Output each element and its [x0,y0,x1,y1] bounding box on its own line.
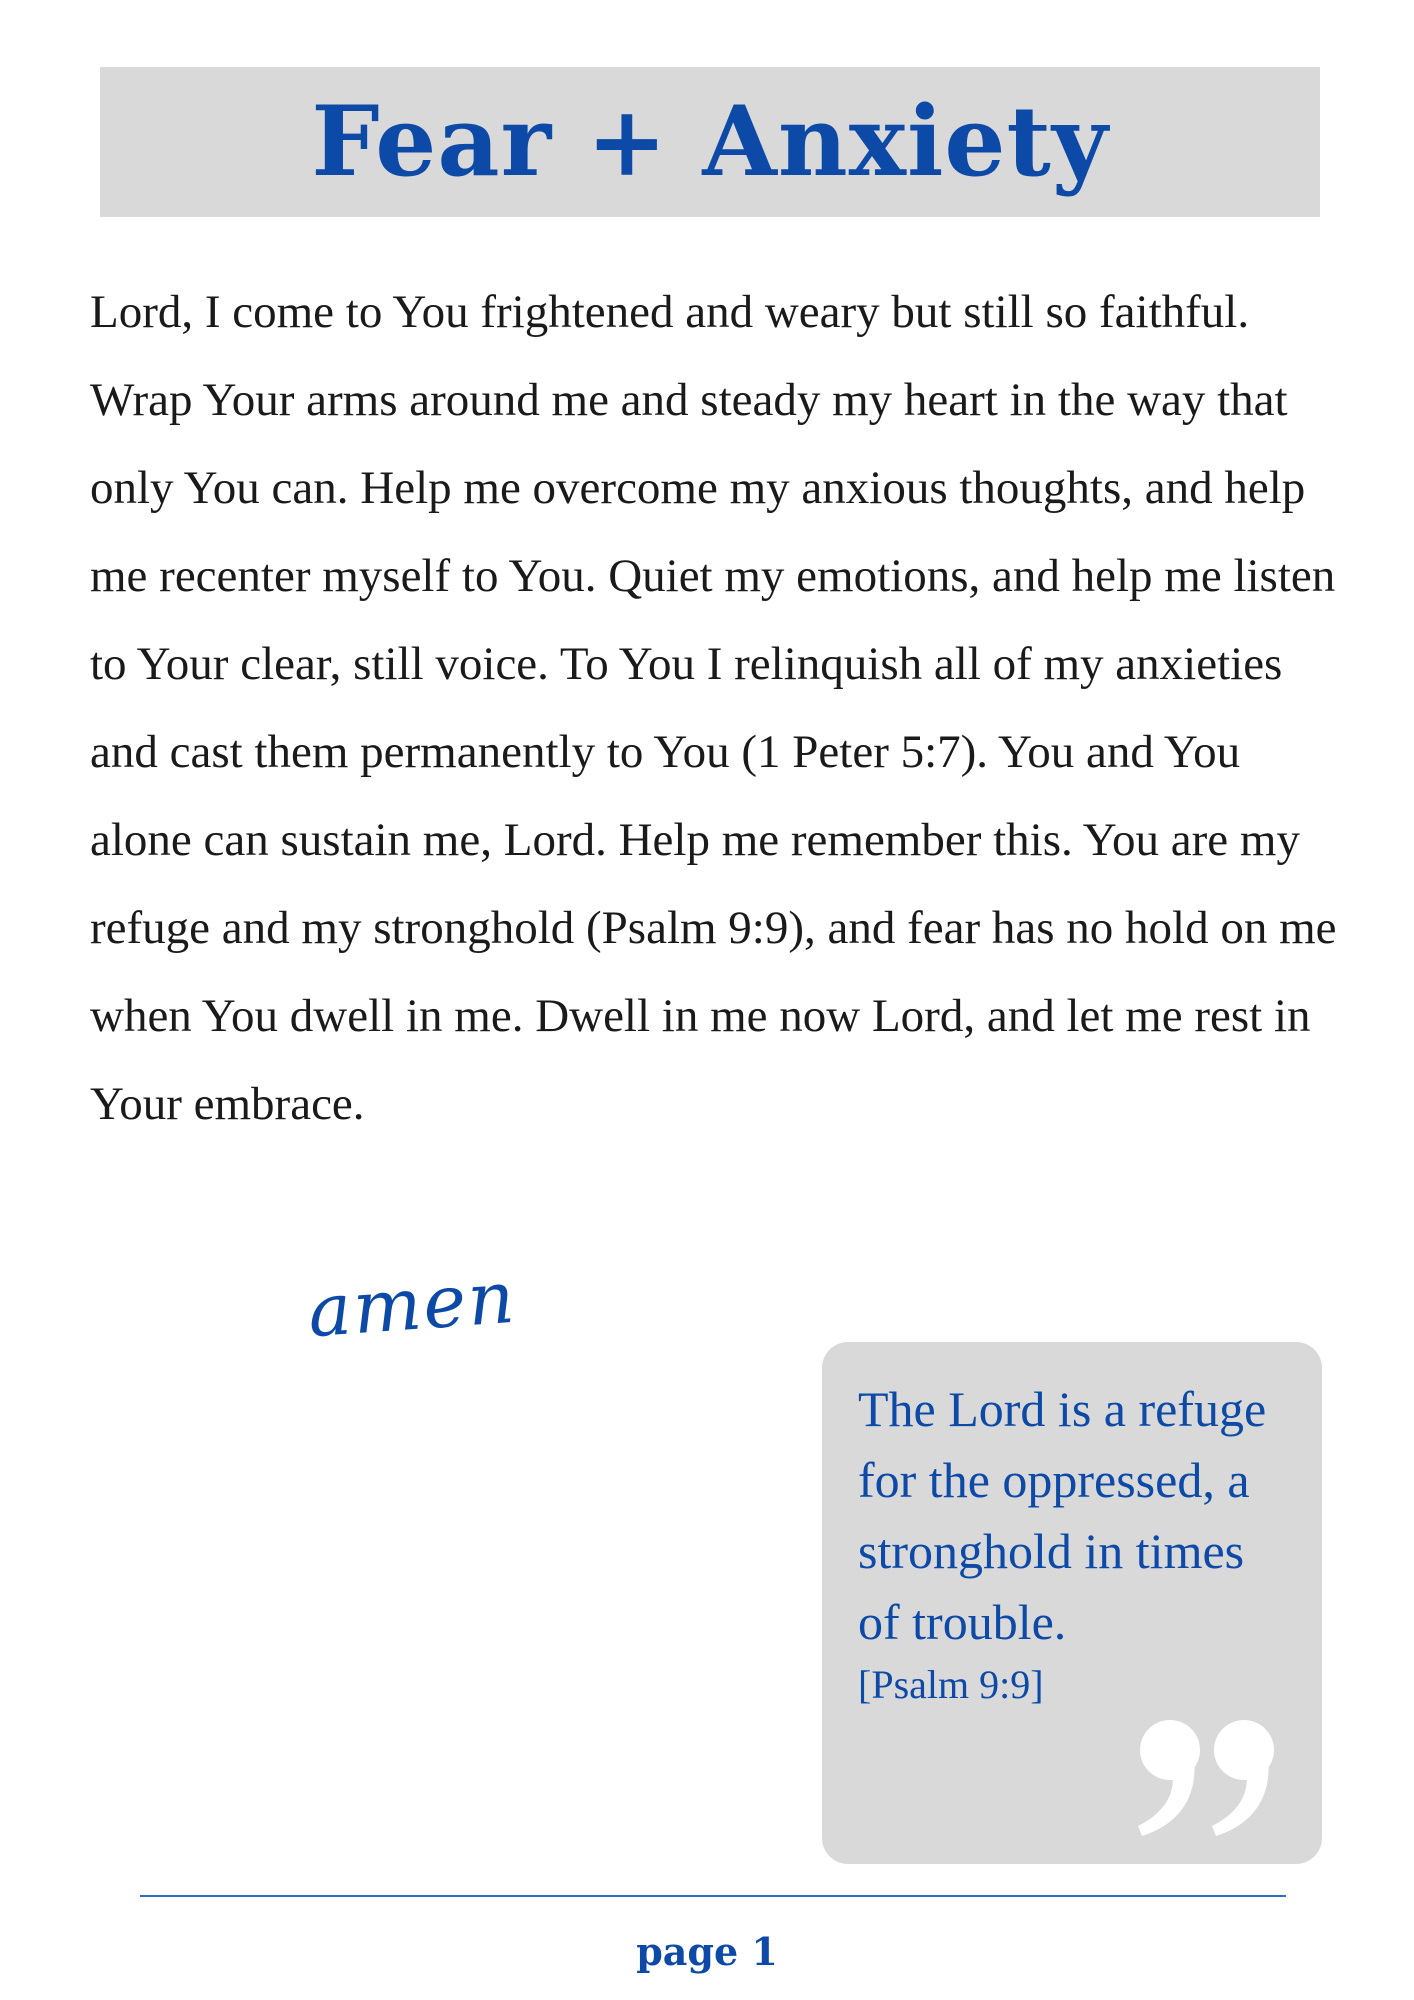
amen-signature: amen [305,1254,519,1354]
page-title: Fear + Anxiety [311,85,1109,198]
footer-divider [140,1895,1286,1897]
title-banner [100,67,1320,217]
verse-text: The Lord is a refuge for the oppressed, a stronghold in times of trouble. [858,1381,1267,1650]
page-number: page 1 [636,1929,778,1974]
quote-icon [1128,1712,1288,1842]
prayer-text: Lord, I come to You frightened and weary but still so faithful. Wrap Your arms around me and steady my heart in the way that only You can. Help me overcome my anxious thoughts, and help me recenter myself to You. Quiet my emotions, and help me listen to Your clear, still voice. To You I relinquish all of my anxieties and cast them permanently to You (1 Peter 5:7). You and You alone can sustain me, Lord. Help me remember this. You are my refuge and my stronghold (Psalm 9:9), and fear has no hold on me when You dwell in me. Dwell in me now Lord, and let me rest in Your embrace. [90,286,1337,1130]
verse-card [822,1342,1322,1864]
verse-reference: [Psalm 9:9] [858,1662,1044,1707]
